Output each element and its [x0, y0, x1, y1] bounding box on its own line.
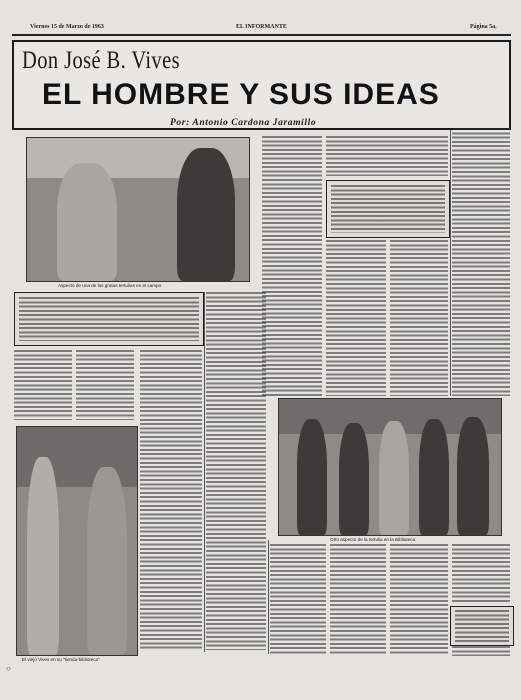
- text-column-8: [270, 544, 326, 654]
- left-photo-caption: El viejo Vives en su "tienda-biblioteca": [22, 657, 100, 662]
- text-column-top-center: [326, 136, 448, 176]
- text-column-9: [330, 544, 386, 654]
- issue-date: Viernes 15 de Marzo de 1963: [30, 24, 104, 30]
- article-subject-name: Don José B. Vives: [22, 47, 180, 74]
- text-column-4: [262, 136, 322, 396]
- text-column-3: [206, 292, 266, 650]
- photo-two-men-seated: [26, 137, 250, 282]
- right-photo-caption: Otro aspecto de la tertulia en la Biblioteca: [330, 537, 416, 542]
- article-byline: Por: Antonio Cardona Jaramillo: [170, 118, 317, 128]
- text-column-2: [140, 350, 202, 650]
- bottom-note-box: [450, 606, 514, 646]
- top-photo-caption: Aspecto de una de las gratas tertulias en el campo: [58, 283, 162, 288]
- column-rule: [204, 292, 205, 652]
- text-column-5: [326, 240, 386, 396]
- quote-box: [326, 180, 450, 238]
- page-number: Página 5a.: [470, 24, 497, 30]
- text-column-6: [390, 240, 448, 396]
- page-corner-mark: ○: [6, 664, 11, 673]
- column-rule: [268, 540, 269, 654]
- text-column-7: [452, 128, 510, 396]
- photo-man-in-bookstore: [16, 426, 138, 656]
- intro-paragraph-box: [14, 292, 204, 346]
- column-rule: [450, 130, 451, 396]
- text-column-1a: [14, 350, 72, 420]
- text-column-12: [452, 646, 510, 656]
- photo-group-in-library: [278, 398, 502, 536]
- text-column-11: [452, 544, 510, 604]
- newspaper-name: EL INFORMANTE: [236, 24, 287, 30]
- text-column-10: [390, 544, 448, 654]
- text-column-1b: [76, 350, 134, 420]
- header-rule: [12, 34, 511, 36]
- article-headline: EL HOMBRE Y SUS IDEAS: [42, 78, 440, 111]
